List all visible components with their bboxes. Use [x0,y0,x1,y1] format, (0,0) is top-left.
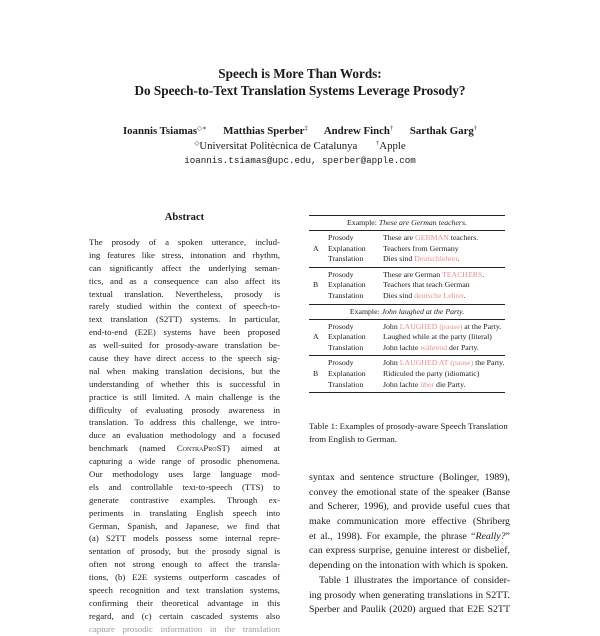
body-line: make communication more effective (Shriberg [309,516,510,528]
affiliation-mark: ◇ [194,140,200,147]
abstract-line: often not strong enough to affect the transla- [89,559,280,570]
table-field-value: John LAUGHED (pause) at the Party. [383,321,502,331]
abstract-line: tions, (b) E2E systems outperform cascades of [89,572,280,583]
highlighted-word: LAUGHED AT [399,358,449,368]
table-rule [309,215,505,216]
affiliation-name: Universitat Politècnica de Catalunya [199,140,358,152]
table-group-example: These are German teachers. [378,218,467,227]
table-field-key: Explanation [328,280,366,290]
table-rule [309,355,505,356]
table-row-label: B [313,369,319,378]
table-field-key: Explanation [328,243,366,253]
affiliation-list [60,139,540,153]
table-rule [309,319,505,320]
abstract-line: nal when making translation decisions, but the [89,365,280,376]
highlighted-word: Deutschlehrer [414,254,458,264]
table-row-label: A [313,332,319,342]
abstract-line: regard, and (c) certain cascaded systems also [89,610,280,621]
abstract-line: The prosody of a spoken utterance, includ- [89,237,280,247]
table-rule [309,392,505,393]
highlighted-word: (pause) [450,358,474,368]
highlighted-word: während [420,342,448,352]
body-line: ing prosody when generating translations in S2TT. [309,589,510,601]
abstract-line: confirming their theoretical advantage in this [89,597,280,608]
table-field-value: Teachers from Germany [383,243,459,253]
abstract-line: practice is still limited. A main challenge is the [89,391,280,402]
abstract-line: periments in translating English speech into [89,507,280,518]
table-caption: Table 1: Examples of prosody-aware Speech Translation from English to German. [309,421,508,444]
abstract-line: tics, and as a consequence can also affect its [89,275,280,286]
table-field-value: These are GERMAN teachers. [383,233,479,242]
abstract-line: capture prosodic information in the translation [89,623,280,634]
highlighted-word: deutsche Lehrer [414,291,464,300]
body-line: convey the emotional state of the speaker (Banse [309,486,510,498]
abstract-heading: Abstract [164,212,205,223]
abstract-line: speech recognition and text translation systems, [89,585,280,596]
table-row-label: A [313,243,319,253]
table-field-key: Prosody [328,321,354,331]
table-group-caption: Example: These are German teachers. [347,218,467,227]
table-rule [309,304,505,305]
paper-title-line-1: Speech is More Than Words: [218,66,382,81]
table-field-key: Translation [328,291,364,300]
abstract-line: end-to-end (E2E) systems have been proposed [89,327,280,338]
abstract-line: generate contrastive examples. Through ex- [89,494,280,505]
abstract-line: benchmark (named ContraProST) aimed at [89,443,280,454]
abstract-line: rarely studied within the context of speech-to- [89,301,280,312]
highlighted-word: TEACHERS [441,269,483,279]
abstract-line: can significantly affect the underlying seman- [89,262,280,273]
body-line: et al., 1998). For example, the phrase “Really?” [309,530,510,542]
table-row-label: B [313,280,319,290]
author-name: Andrew Finch [323,125,390,137]
table-field-key: Prosody [328,269,354,279]
table-field-key: Translation [328,379,364,389]
abstract-line: Our methodology uses large language mod- [89,469,280,480]
table-field-key: Translation [328,254,364,264]
abstract-line: as well-suited for prosody-aware translation be- [89,340,280,351]
table-field-key: Translation [328,342,364,352]
abstract-line: ing features like stress, intonation and rhythm, [89,249,280,260]
body-line: can express surprise, genuine interest or disbelief, [309,545,510,557]
paper-title-line-2: Do Speech-to-Text Translation Systems Leverage Prosody? [134,83,466,98]
table-field-key: Prosody [328,358,354,368]
author-name: Matthias Sperber [223,125,305,137]
body-line: Table 1 illustrates the importance of consider- [319,574,510,586]
abstract-line: els and controllable text-to-speech (TTS) to [89,481,280,492]
author-name: Sarthak Garg [409,125,474,137]
highlighted-word: GERMAN [415,233,449,242]
table-group-caption: Example: John laughed at the Party. [349,306,465,316]
abstract-line: duce an evaluation methodology and a focused [89,430,280,441]
author-mark: † [389,125,394,132]
body-line: Sperber and Paulik (2020) argued that E2E S2TT [309,604,510,616]
abstract-line: sentation of prosody, but the prosody signal is [89,546,280,557]
author-list [60,124,540,138]
author-name: Ioannis Tsiamas [122,125,198,137]
table-field-value: Dies sind deutsche Lehrer. [383,291,466,300]
affiliation-name: Apple [379,140,406,152]
abstract-line: translation. To address this challenge, we intro- [89,417,280,428]
quoted-phrase: Really? [475,530,506,542]
abstract-line: German, Spanish, and Japanese, we find that [89,520,280,531]
body-line: and Scherer, 1996), and provide useful cues that [309,501,510,513]
body-line: depending on the intonation with which is spoken. [309,560,509,572]
table-field-value: Ridiculed the party (idiomatic) [383,369,480,378]
highlighted-word: über [420,379,435,389]
table-field-value: John lachte während der Party. [383,342,479,352]
author-mark: † [473,125,478,132]
author-emails: ioannis.tsiamas@upc.edu, sperber@apple.com [184,155,416,166]
table-field-key: Explanation [328,332,366,342]
table-field-value: John LAUGHED AT (pause) the Party. [383,358,505,368]
highlighted-word: (pause) [439,321,463,331]
author-mark: ◇∗ [197,125,207,132]
highlighted-word: LAUGHED [399,321,438,331]
table-field-value: John lachte über die Party. [383,379,466,389]
abstract-line: cause they have direct access to the speech sig- [89,353,280,364]
abstract-line: (a) S2TT models possess some internal repre- [89,533,280,544]
table-rule [309,267,505,268]
body-text [309,471,510,618]
table-group-example: John laughed at the Party. [381,306,465,316]
abstract-body [89,236,280,636]
table-field-key: Explanation [328,369,366,378]
table-field-value: Dies sind Deutschlehrer. [383,254,460,264]
benchmark-name: ContraProST [176,443,227,454]
table-field-value: Teachers that teach German [383,280,470,290]
abstract-line: capturing a wide range of prosodic phenomena. [89,456,280,467]
author-mark: ‡ [304,125,308,132]
affiliation-mark: † [376,140,380,147]
table-rule [309,230,505,231]
abstract-line: text translation (S2TT) systems. In particular, [89,314,280,325]
table-field-key: Prosody [328,233,354,242]
table-field-value: These are German TEACHERS. [383,269,485,279]
body-line: syntax and sentence structure (Bolinger, 1989), [309,472,510,483]
abstract-line: understanding of whether this is successful in [89,378,280,389]
table-field-value: Laughed while at the party (literal) [383,332,492,342]
abstract-line: textual translation. Nevertheless, prosody is [89,288,280,299]
abstract-line: difficulty of evaluating prosody awareness in [89,404,280,415]
